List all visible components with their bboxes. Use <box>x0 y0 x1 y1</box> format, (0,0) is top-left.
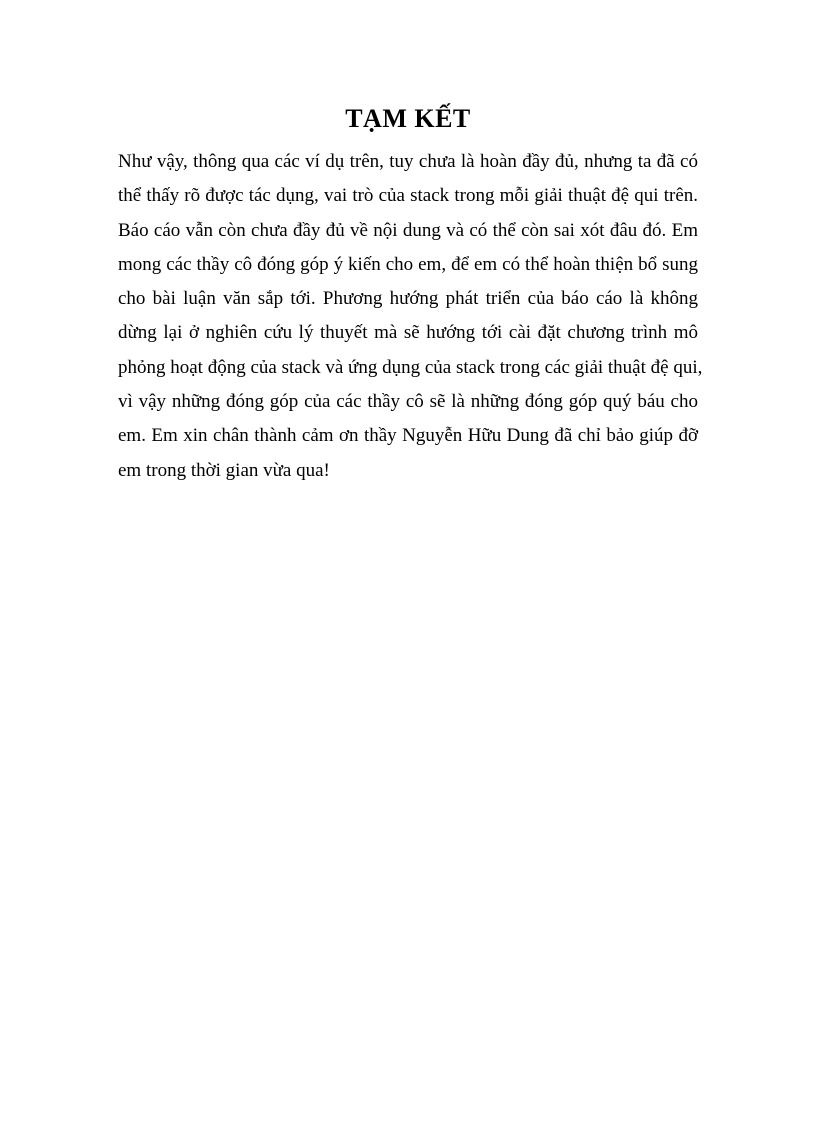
paragraph-line: dừng lại ở nghiên cứu lý thuyết mà sẽ hướng tới cài đặt chương trình mô <box>118 322 698 344</box>
paragraph-line: Báo cáo vẫn còn chưa đầy đủ về nội dung và có thể còn sai xót đâu đó. Em <box>118 219 698 241</box>
paragraph-line: thể thấy rõ được tác dụng, vai trò của stack trong mỗi giải thuật đệ qui trên. <box>118 185 698 207</box>
paragraph-line: em. Em xin chân thành cảm ơn thầy Nguyễn Hữu Dung đã chỉ bảo giúp đỡ <box>118 425 698 447</box>
page-title: TẠM KẾT <box>345 104 471 133</box>
body-paragraph <box>118 145 703 488</box>
paragraph-line: vì vậy những đóng góp của các thầy cô sẽ là những đóng góp quý báu cho <box>118 391 698 413</box>
paragraph-line: em trong thời gian vừa qua! <box>118 459 330 481</box>
paragraph-line: cho bài luận văn sắp tới. Phương hướng phát triển của báo cáo là không <box>118 288 698 310</box>
paragraph-line: mong các thầy cô đóng góp ý kiến cho em, để em có thể hoàn thiện bổ sung <box>118 253 698 275</box>
paragraph-line: Như vậy, thông qua các ví dụ trên, tuy chưa là hoàn đầy đủ, nhưng ta đã có <box>118 151 698 172</box>
paragraph-line: phỏng hoạt động của stack và ứng dụng của stack trong các giải thuật đệ qui, <box>118 356 703 378</box>
